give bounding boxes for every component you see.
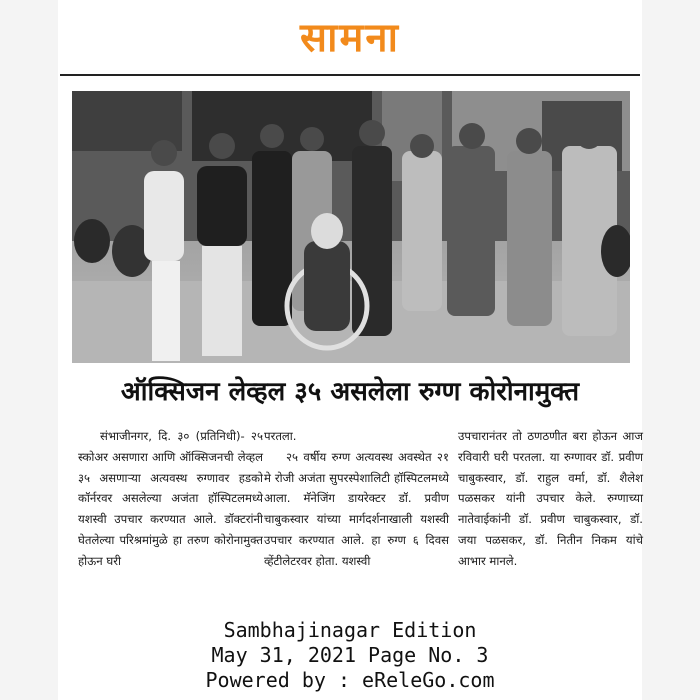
date-page-label: May 31, 2021 Page No. 3 bbox=[211, 643, 489, 667]
article-column-3 bbox=[458, 426, 643, 572]
newspaper-logo: सामना bbox=[300, 15, 400, 61]
masthead bbox=[58, 0, 642, 70]
article-paragraph: २५ वर्षीय रुग्ण अत्यवस्थ अवस्थेत २१ मे रोजी अजंता सुपरस्पेशालिटी हॉस्पिटलमध्ये आला. मॅनेजिंग डायरेक्टर डॉ. प्रवीण चाबुकस्वार यांच्या मार्गदर्शनाखाली यशस्वी उपचार करण्यात आले. हा रुग्ण ६ दिवस व्हेंटीलेटरवर होता. यशस्वी bbox=[264, 449, 449, 568]
powered-by-label: Powered by : eReleGo.com bbox=[205, 668, 495, 692]
newspaper-page bbox=[58, 0, 642, 700]
group-photo-icon bbox=[72, 91, 630, 363]
group-photo bbox=[72, 91, 630, 363]
article-paragraph: संभाजीनगर, दि. ३० (प्रतिनिधी)- २५ स्कोअर असणारा आणि ऑक्सिजनची लेव्हल ३५ असणाऱ्या अत्यवस्थ रुग्णावर हडको कॉर्नरवर असलेल्या अजंता हॉस्पिटलमध्ये यशस्वी उपचार करण्यात आले. डॉक्टरांनी घेतलेल्या परिश्रमांमुळे हा तरुण कोरोनामुक्त होऊन घरी bbox=[78, 429, 263, 568]
edition-label: Sambhajinagar Edition bbox=[223, 618, 477, 642]
article-paragraph: उपचारानंतर तो ठणठणीत बरा होऊन आज रविवारी घरी परतला. या रुग्णावर डॉ. प्रवीण चाबुकस्वार, डॉ. राहुल वर्मा, डॉ. शैलेश पळसकर यांनी उपचार केले. रुग्णाच्या नातेवाईकांनी डॉ. प्रवीण चाबुकस्वार, डॉ. जया पळसकर, डॉ. नितीन निकम यांचे आभार मानले. bbox=[458, 429, 643, 568]
article-headline: ऑक्सिजन लेव्हल ३५ असलेला रुग्ण कोरोनामुक्त bbox=[120, 377, 580, 407]
article-column-2 bbox=[264, 426, 449, 572]
article-column-1 bbox=[78, 426, 263, 572]
masthead-divider bbox=[60, 74, 640, 76]
article-paragraph-end: परतला. bbox=[264, 429, 297, 443]
